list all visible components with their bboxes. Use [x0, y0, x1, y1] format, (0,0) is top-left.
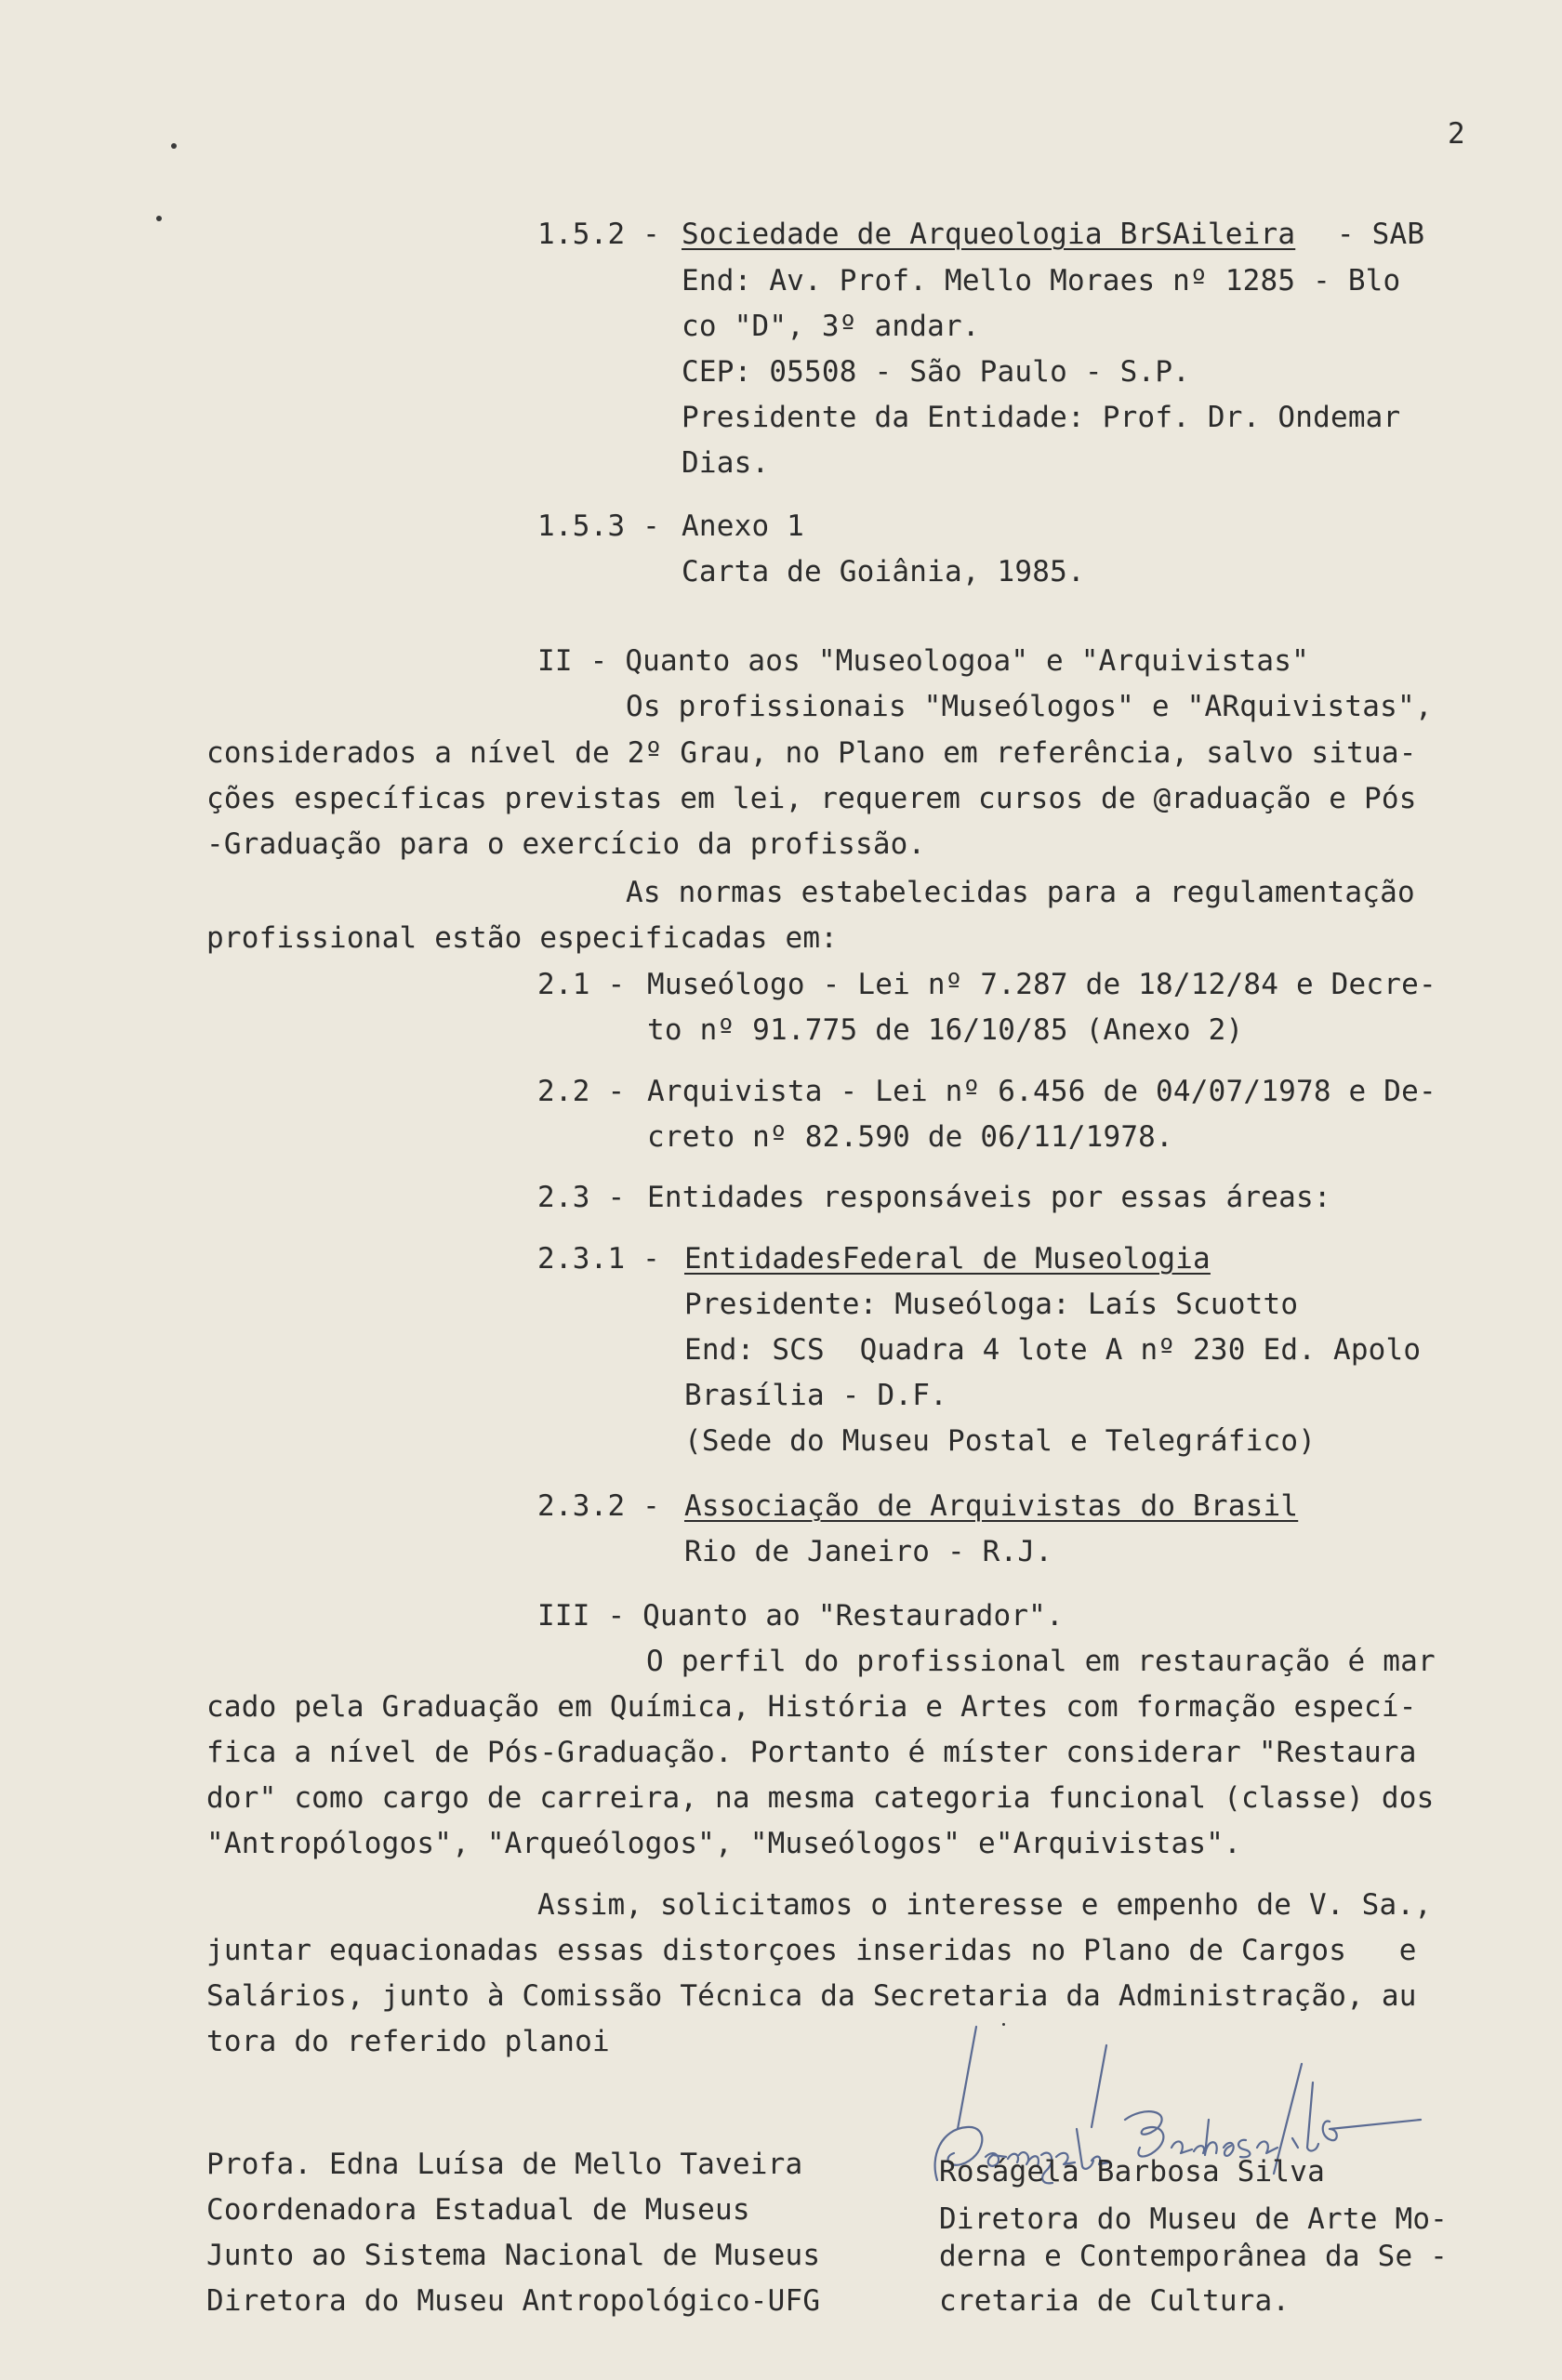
- signatory-left-line: Junto ao Sistema Nacional de Museus: [206, 2239, 821, 2272]
- section-1-5-2-line: CEP: 05508 - São Paulo - S.P.: [682, 355, 1191, 389]
- signatory-left-line: Profa. Edna Luísa de Mello Taveira: [206, 2148, 803, 2181]
- closing-line: tora do referido planoi: [206, 2025, 610, 2058]
- section-1-5-2-title: Sociedade de Arqueologia BrSAileira: [682, 218, 1296, 251]
- signatory-left-line: Diretora do Museu Antropológico-UFG: [206, 2284, 821, 2318]
- section-ii-paragraph-line: profissional estão especificadas em:: [206, 921, 839, 955]
- item-2-3-1-number: 2.3.1 -: [537, 1242, 661, 1276]
- item-2-1-number: 2.1 -: [537, 968, 626, 1001]
- section-iii-paragraph-line: fica a nível de Pós-Graduação. Portanto é míster considerar "Restaura: [206, 1736, 1417, 1769]
- ink-speck: [1002, 2023, 1005, 2026]
- section-ii-paragraph-line: Os profissionais "Museólogos" e "ARquivistas",: [626, 690, 1433, 723]
- section-1-5-3-line: Carta de Goiânia, 1985.: [682, 555, 1085, 588]
- signatory-right-line: derna e Contemporânea da Se -: [939, 2240, 1449, 2273]
- section-1-5-2-line: End: Av. Prof. Mello Moraes nº 1285 - Blo: [682, 264, 1401, 298]
- section-iii-paragraph-line: "Antropólogos", "Arqueólogos", "Museólogos" e"Arquivistas".: [206, 1827, 1241, 1860]
- section-ii-paragraph-line: As normas estabelecidas para a regulamentação: [626, 876, 1415, 909]
- item-2-3-line: Entidades responsáveis por essas áreas:: [647, 1181, 1331, 1214]
- item-2-2-line: creto nº 82.590 de 06/11/1978.: [647, 1120, 1173, 1154]
- section-ii-paragraph-line: considerados a nível de 2º Grau, no Plano em referência, salvo situa-: [206, 736, 1417, 770]
- item-2-3-2-title: Associação de Arquivistas do Brasil: [684, 1489, 1299, 1523]
- item-2-3-1-line: End: SCS Quadra 4 lote A nº 230 Ed. Apolo: [684, 1333, 1422, 1367]
- item-2-2-line: Arquivista - Lei nº 6.456 de 04/07/1978 e De-: [647, 1075, 1436, 1108]
- section-iii-heading: III - Quanto ao "Restaurador".: [537, 1599, 1064, 1633]
- item-2-1-line: Museólogo - Lei nº 7.287 de 18/12/84 e Decre-: [647, 968, 1436, 1001]
- section-1-5-2-line: Presidente da Entidade: Prof. Dr. Ondemar: [682, 401, 1401, 434]
- section-1-5-2-line: co "D", 3º andar.: [682, 310, 980, 343]
- signatory-left-line: Coordenadora Estadual de Museus: [206, 2193, 750, 2227]
- item-2-2-number: 2.2 -: [537, 1075, 626, 1108]
- section-ii-heading: II - Quanto aos "Museologoa" e "Arquivistas": [537, 644, 1309, 678]
- closing-line: juntar equacionadas essas distorçoes inseridas no Plano de Cargos e: [206, 1934, 1417, 1967]
- closing-line: Salários, junto à Comissão Técnica da Secretaria da Administração, au: [206, 1979, 1417, 2013]
- section-1-5-3-number: 1.5.3 -: [537, 509, 661, 543]
- ink-speck: [156, 216, 162, 221]
- item-2-3-2-number: 2.3.2 -: [537, 1489, 661, 1523]
- ink-speck: [171, 143, 177, 149]
- section-iii-paragraph-line: O perfil do profissional em restauração é mar: [646, 1645, 1436, 1678]
- section-1-5-2-abbreviation: - SAB: [1319, 218, 1425, 251]
- closing-line: Assim, solicitamos o interesse e empenho de V. Sa.,: [537, 1888, 1433, 1922]
- section-1-5-3-line: Anexo 1: [682, 509, 805, 543]
- item-2-3-1-title: EntidadesFederal de Museologia: [684, 1242, 1211, 1276]
- section-ii-paragraph-line: -Graduação para o exercício da profissão.: [206, 827, 926, 861]
- signatory-right-line: Diretora do Museu de Arte Mo-: [939, 2202, 1449, 2236]
- item-2-1-line: to nº 91.775 de 16/10/85 (Anexo 2): [647, 1013, 1244, 1047]
- section-iii-paragraph-line: cado pela Graduação em Química, História e Artes com formação especí-: [206, 1690, 1417, 1724]
- section-1-5-2-line: Dias.: [682, 446, 770, 480]
- item-2-3-1-line: Presidente: Museóloga: Laís Scuotto: [684, 1288, 1299, 1321]
- section-iii-paragraph-line: dor" como cargo de carreira, na mesma categoria funcional (classe) dos: [206, 1781, 1435, 1815]
- item-2-3-1-line: Brasília - D.F.: [684, 1379, 947, 1412]
- signatory-right-line: cretaria de Cultura.: [939, 2284, 1291, 2318]
- signatory-right-line: Roságela Barbosa Silva: [939, 2155, 1325, 2188]
- item-2-3-number: 2.3 -: [537, 1181, 626, 1214]
- section-ii-paragraph-line: ções específicas previstas em lei, requerem cursos de @raduação e Pós: [206, 782, 1417, 815]
- page-number: 2: [1448, 117, 1465, 151]
- item-2-3-1-line: (Sede do Museu Postal e Telegráfico): [684, 1424, 1317, 1458]
- item-2-3-2-line: Rio de Janeiro - R.J.: [684, 1535, 1053, 1568]
- section-1-5-2-number: 1.5.2 -: [537, 218, 661, 251]
